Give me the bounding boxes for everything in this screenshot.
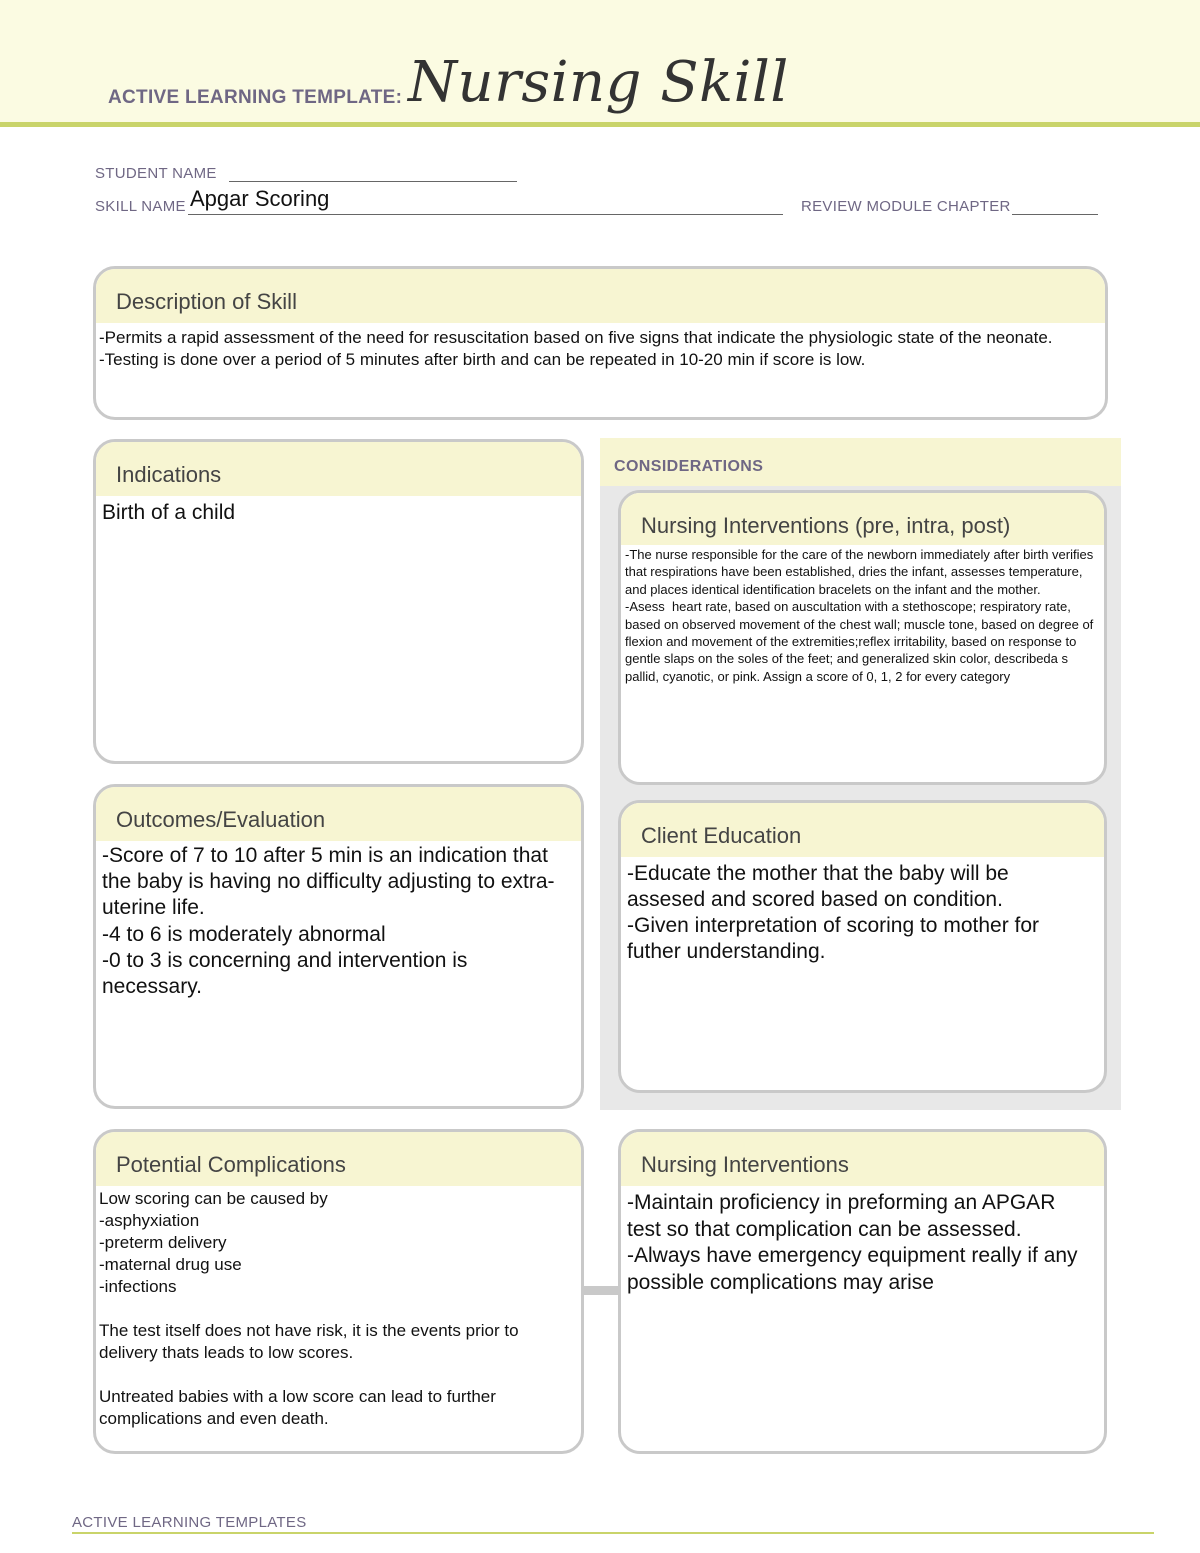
skill-name-label: SKILL NAME (95, 198, 186, 215)
student-name-label: STUDENT NAME (95, 165, 217, 182)
indications-box (93, 439, 584, 764)
page-title: Nursing Skill (408, 50, 789, 115)
complications-box (93, 1129, 584, 1454)
description-heading: Description of Skill (96, 269, 1105, 323)
outcomes-heading: Outcomes/Evaluation (96, 787, 581, 841)
nursing-interventions-body: -Maintain proficiency in preforming an APGAR test so that complication can be assessed. -Always have emergency equipment really if any possible complications may arise (627, 1191, 1078, 1294)
header-rule (0, 122, 1200, 127)
outcomes-body: -Score of 7 to 10 after 5 min is an indication that the baby is having no difficulty adjusting to extra-uterine life. -4 to 6 is moderately abnormal -0 to 3 is concerning and intervention is necessary. (102, 844, 555, 999)
template-label: ACTIVE LEARNING TEMPLATE: (108, 87, 403, 108)
description-box (93, 266, 1108, 420)
client-education-body: -Educate the mother that the baby will be assesed and scored based on condition. -Given interpretation of scoring to mother for futher understanding. (627, 862, 1040, 963)
nursing-interventions-heading: Nursing Interventions (621, 1132, 1104, 1186)
indications-body: Birth of a child (102, 501, 236, 524)
review-module-field[interactable] (1012, 199, 1098, 215)
indications-heading: Indications (96, 442, 581, 496)
client-education-heading: Client Education (621, 803, 1104, 857)
client-education-box (618, 800, 1107, 1093)
nursing-interventions-box (618, 1129, 1107, 1454)
nursing-interventions-pip-body: -The nurse responsible for the care of the newborn immediately after birth verifies that respirations have been established, dries the infant, assesses temperature, and places identical identification bracelets on the infant and the mother. -Asess heart rate, based on auscultation with a stethoscope; respiratory rate, based on observed movement of the chest wall; muscle tone, based on degree of flexion and movement of the extremities;reflex irritability, based on response to gentle slaps on the soles of the feet; and generalized skin color, describeda s pallid, cyanotic, or pink. Assign a score of 0, 1, 2 for every category (625, 547, 1094, 684)
connector-bar (582, 1286, 622, 1295)
review-module-label: REVIEW MODULE CHAPTER (801, 198, 1011, 215)
footer-label: ACTIVE LEARNING TEMPLATES (72, 1514, 307, 1531)
complications-body: Low scoring can be caused by -asphyxiation -preterm delivery -maternal drug use -infections The test itself does not have risk, it is the events prior to delivery thats leads to low scores. Untreated babies with a low score can lead to further complications and even death. (99, 1189, 519, 1428)
nursing-interventions-pip-heading: Nursing Interventions (pre, intra, post) (621, 493, 1104, 545)
description-body: -Permits a rapid assessment of the need for resuscitation based on five signs that indicate the physiologic state of the neonate. -Testing is done over a period of 5 minutes after birth and can be repeated in 10-20 min if score is low. (99, 328, 1053, 369)
nursing-interventions-pip-box (618, 490, 1107, 785)
complications-heading: Potential Complications (96, 1132, 581, 1186)
considerations-label: CONSIDERATIONS (614, 458, 764, 475)
footer-rule (72, 1532, 1154, 1534)
student-name-field[interactable] (229, 166, 517, 182)
skill-name-value: Apgar Scoring (190, 186, 330, 211)
outcomes-box (93, 784, 584, 1109)
